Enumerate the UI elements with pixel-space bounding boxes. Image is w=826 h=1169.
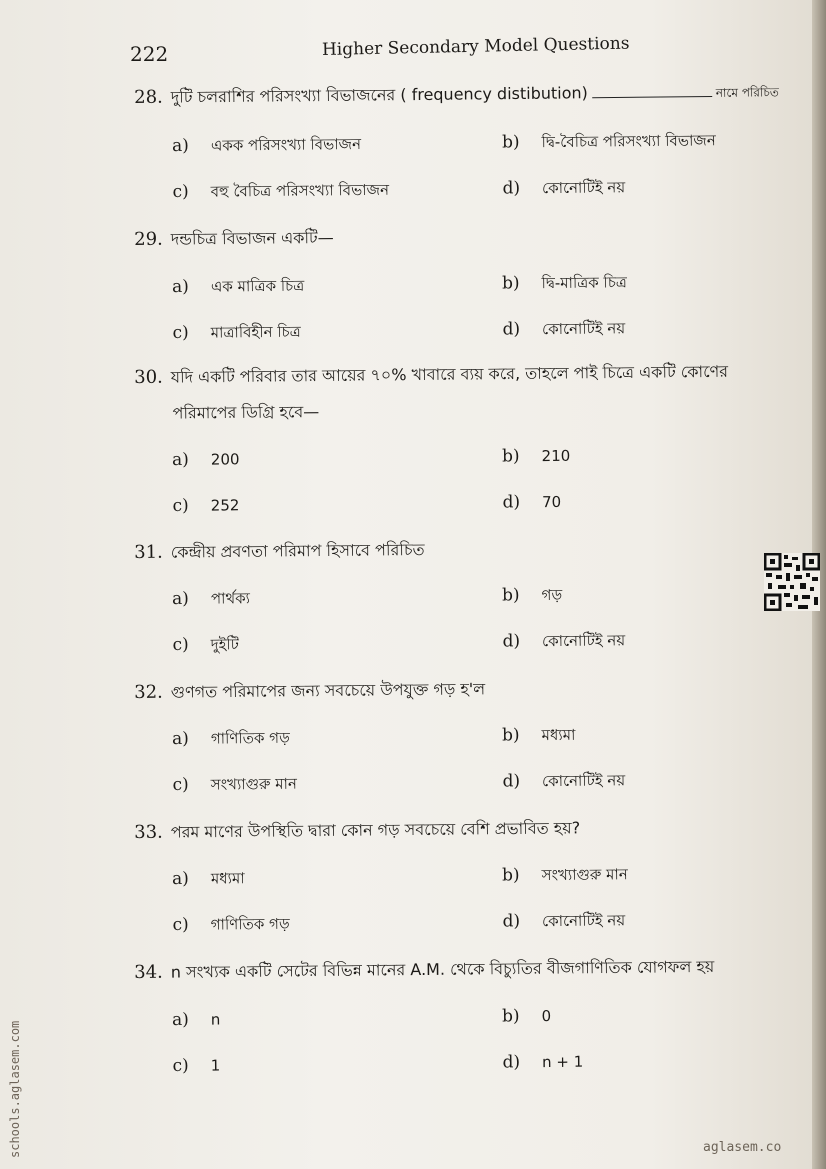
qr-code-icon: [764, 553, 820, 611]
question-text: দুটি চলরাশির পরিসংখ্যা বিভাজনের ( frequency distibution): [170, 83, 588, 107]
question-text: n সংখ্যক একটি সেটের বিভিন্ন মানের A.M. থেকে বিচ্যুতির বীজগাণিতিক যোগফল হয়: [170, 956, 715, 982]
option-d: d) কোনোটিই নয়: [502, 771, 626, 792]
option-a: a) এক মাত্রিক চিত্র: [172, 276, 305, 297]
question-text-line2: পরিমাপের ডিগ্রি হবে—: [172, 402, 320, 423]
question-text: কেন্দ্রীয় প্রবণতা পরিমাপ হিসাবে পরিচিত: [170, 539, 425, 562]
option-b: b) 0: [501, 1006, 552, 1027]
question-text-trail: নামে পরিচিত: [715, 85, 779, 100]
option-d: d) 70: [502, 492, 562, 513]
option-c: c) 252: [172, 495, 240, 516]
question-text: দন্ডচিত্র বিভাজন একটি—: [170, 227, 334, 249]
question-33: [134, 808, 794, 851]
option-c: c) মাত্রাবিহীন চিত্র: [172, 322, 301, 343]
bottom-watermark: aglasem.co: [703, 1140, 782, 1155]
option-b: b) দ্বি-মাত্রিক চিত্র: [501, 273, 627, 294]
option-d: d) কোনোটিই নয়: [502, 178, 626, 199]
page-header-title: Higher Secondary Model Questions: [321, 33, 630, 60]
question-32: [134, 668, 794, 711]
question-number: 32.: [134, 681, 163, 703]
question-30: [134, 353, 795, 432]
option-d: d) কোনোটিই নয়: [502, 319, 626, 340]
question-number: 30.: [134, 366, 163, 388]
option-b: b) সংখ্যাগুরু মান: [501, 865, 628, 886]
option-b: b) দ্বি-বৈচিত্র পরিসংখ্যা বিভাজন: [501, 131, 716, 153]
option-a: a) n: [172, 1009, 221, 1030]
option-c: c) দুইটি: [172, 634, 239, 655]
option-c: c) সংখ্যাগুরু মান: [172, 774, 297, 795]
page-number: 222: [130, 42, 169, 66]
option-a: a) মধ্যমা: [172, 868, 245, 889]
option-d: d) n + 1: [502, 1052, 584, 1073]
option-a: a) একক পরিসংখ্যা বিভাজন: [172, 135, 362, 156]
question-31: [134, 528, 794, 571]
question-number: 34.: [134, 961, 163, 983]
question-text: পরম মাণের উপস্থিতি দ্বারা কোন গড় সবচেয়ে বেশি প্রভাবিত হয়?: [170, 818, 581, 842]
option-b: b) মধ্যমা: [501, 725, 576, 746]
option-a: a) পার্থক্য: [172, 588, 251, 609]
option-c: c) 1: [172, 1055, 221, 1076]
option-c: c) গাণিতিক গড়: [172, 914, 290, 935]
question-28: [134, 73, 794, 117]
question-number: 33.: [134, 821, 163, 843]
option-a: a) গাণিতিক গড়: [172, 728, 290, 749]
option-b: b) 210: [501, 446, 571, 467]
question-number: 31.: [134, 541, 163, 563]
option-c: c) বহু বৈচিত্র পরিসংখ্যা বিভাজন: [172, 180, 390, 202]
question-34: [134, 948, 794, 991]
answer-blank: [592, 86, 712, 98]
question-29: [134, 215, 794, 258]
question-number: 28.: [134, 86, 163, 108]
option-d: d) কোনোটিই নয়: [502, 631, 626, 652]
option-d: d) কোনোটিই নয়: [502, 911, 626, 932]
option-b: b) গড়: [501, 585, 563, 606]
side-watermark: schools.aglasem.com: [8, 1020, 22, 1158]
option-a: a) 200: [172, 449, 240, 470]
question-text: যদি একটি পরিবার তার আয়ের ৭০% খাবারে ব্যয় করে, তাহলে পাই চিত্রে একটি কোণের: [170, 361, 729, 387]
question-number: 29.: [134, 228, 163, 250]
question-text: গুণগত পরিমাপের জন্য সবচেয়ে উপযুক্ত গড় হ'ল: [170, 679, 486, 702]
